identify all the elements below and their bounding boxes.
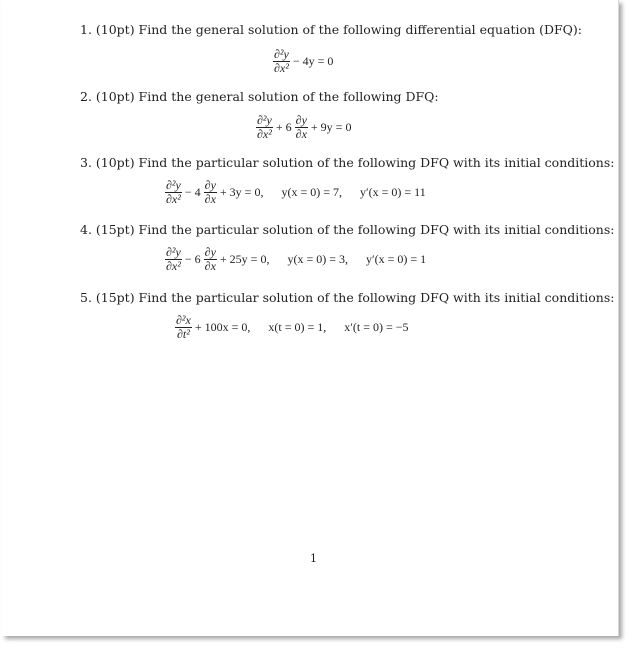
second-derivative-fraction: [165, 246, 182, 273]
equation-5: [174, 314, 411, 341]
equation-term: − 6: [184, 252, 201, 266]
fraction-numerator: ∂²y: [274, 47, 289, 61]
initial-condition-1: y(x = 0) = 3,: [287, 252, 348, 266]
problem-4-text: 4. (15pt) Find the particular solution of the following DFQ with its initial conditions:: [80, 222, 615, 237]
equation-term: + 25y = 0,: [219, 252, 270, 266]
second-derivative-fraction: [175, 314, 192, 341]
document-page: [2, 0, 619, 636]
fraction-denominator: ∂x²: [166, 192, 181, 206]
fraction-numerator: ∂²y: [166, 178, 181, 192]
initial-condition-1: x(t = 0) = 1,: [268, 320, 327, 334]
equation-term: + 3y = 0,: [219, 185, 264, 199]
equation-2: [255, 114, 353, 141]
fraction-numerator: ∂²y: [166, 245, 181, 259]
problem-2-text: 2. (10pt) Find the general solution of the following DFQ:: [80, 89, 439, 104]
fraction-numerator: ∂²y: [257, 113, 272, 127]
fraction-denominator: ∂t²: [176, 327, 190, 341]
first-derivative-fraction: [204, 246, 217, 273]
first-derivative-fraction: [204, 179, 217, 206]
problem-1-text: 1. (10pt) Find the general solution of the following differential equation (DFQ):: [80, 22, 582, 37]
problem-5-text: 5. (15pt) Find the particular solution of the following DFQ with its initial conditions:: [80, 290, 615, 305]
fraction-denominator: ∂x: [204, 259, 216, 273]
initial-condition-1: y(x = 0) = 7,: [281, 185, 342, 199]
initial-condition-2: y′(x = 0) = 11: [359, 185, 426, 199]
equation-term: − 4y = 0: [292, 54, 334, 68]
equation-term: + 100x = 0,: [194, 320, 251, 334]
fraction-denominator: ∂x²: [257, 127, 272, 141]
problem-3-text: 3. (10pt) Find the particular solution of the following DFQ with its initial conditions:: [80, 155, 615, 170]
fraction-numerator: ∂y: [295, 113, 307, 127]
initial-condition-2: y′(x = 0) = 1: [365, 252, 427, 266]
second-derivative-fraction: [165, 179, 182, 206]
second-derivative-fraction: [256, 114, 273, 141]
page-number: 1: [310, 552, 317, 565]
fraction-denominator: ∂x: [204, 192, 216, 206]
fraction-numerator: ∂y: [204, 178, 216, 192]
equation-term: + 9y = 0: [310, 120, 352, 134]
equation-4: [164, 246, 428, 273]
first-derivative-fraction: [295, 114, 308, 141]
fraction-denominator: ∂x²: [166, 259, 181, 273]
initial-condition-2: x′(t = 0) = −5: [344, 320, 409, 334]
equation-1: [272, 48, 335, 75]
fraction-denominator: ∂x: [295, 127, 307, 141]
fraction-denominator: ∂x²: [274, 61, 289, 75]
equation-term: + 6: [275, 120, 292, 134]
fraction-numerator: ∂²x: [176, 313, 191, 327]
second-derivative-fraction: [273, 48, 290, 75]
equation-term: − 4: [184, 185, 201, 199]
equation-3: [164, 179, 428, 206]
fraction-numerator: ∂y: [204, 245, 216, 259]
